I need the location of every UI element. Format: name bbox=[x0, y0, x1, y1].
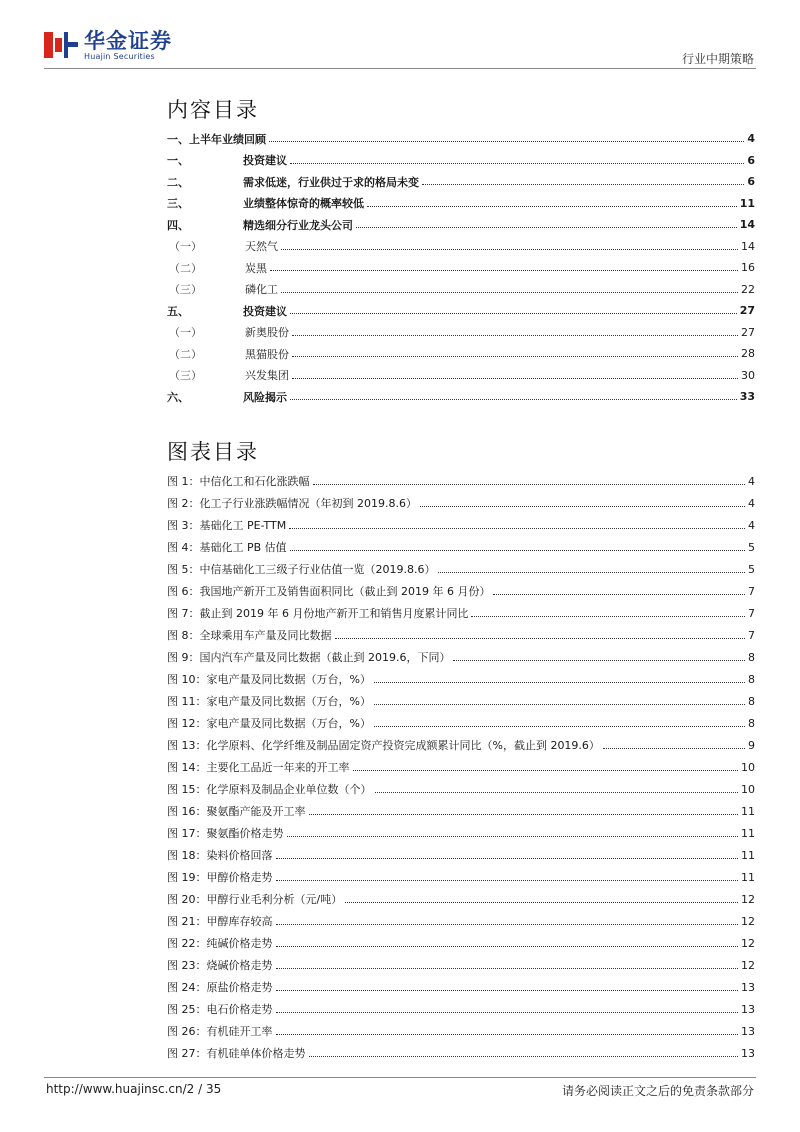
toc-entry-text: 业绩整体惊奇的概率较低 bbox=[243, 197, 364, 211]
figure-entry[interactable] bbox=[167, 800, 755, 822]
toc-entry-text: 需求低迷，行业供过于求的格局未变 bbox=[243, 175, 419, 189]
dot-leader bbox=[292, 378, 738, 379]
figure-entry[interactable] bbox=[167, 602, 755, 624]
figure-entry-text: 图 20：甲醇行业毛利分析（元/吨） bbox=[167, 893, 343, 906]
figure-entry-text: 图 9：国内汽车产量及同比数据（截止到 2019.6，下同） bbox=[167, 651, 451, 664]
toc-entry-number: 四、 bbox=[167, 218, 189, 232]
figure-entry-page: 12 bbox=[741, 892, 755, 906]
figure-entry-page: 13 bbox=[741, 1024, 755, 1038]
logo-english-name: Huajin Securities bbox=[84, 52, 155, 61]
figure-entry[interactable] bbox=[167, 668, 755, 690]
figure-entry-page: 8 bbox=[748, 672, 755, 686]
figure-entry-text: 图 7：截止到 2019 年 6 月份地产新开工和销售月度累计同比 bbox=[167, 607, 469, 620]
figure-entry-page: 12 bbox=[741, 958, 755, 972]
dot-leader bbox=[367, 206, 737, 207]
dot-leader bbox=[374, 704, 745, 705]
dot-leader bbox=[287, 836, 739, 837]
dot-leader bbox=[471, 616, 745, 617]
dot-leader bbox=[422, 184, 744, 185]
figure-entry-page: 7 bbox=[748, 606, 755, 620]
toc-entry[interactable] bbox=[167, 300, 755, 322]
dot-leader bbox=[290, 313, 737, 314]
toc-entry[interactable] bbox=[167, 365, 755, 387]
toc-list bbox=[167, 128, 755, 408]
toc-entry-number: （二） bbox=[169, 347, 202, 361]
figure-entry[interactable] bbox=[167, 910, 755, 932]
header-divider bbox=[44, 68, 756, 69]
figure-entry-text: 图 18：染料价格回落 bbox=[167, 849, 273, 862]
toc-entry-text: 一、上半年业绩回顾 bbox=[167, 132, 266, 146]
dot-leader bbox=[290, 163, 744, 164]
dot-leader bbox=[356, 227, 737, 228]
dot-leader bbox=[438, 572, 745, 573]
figure-entry[interactable] bbox=[167, 734, 755, 756]
figure-entry[interactable] bbox=[167, 822, 755, 844]
figure-entry-text: 图 15：化学原料及制品企业单位数（个） bbox=[167, 783, 372, 796]
toc-entry-page: 28 bbox=[741, 347, 755, 361]
dot-leader bbox=[420, 506, 745, 507]
figure-entry-text: 图 3：基础化工 PE-TTM bbox=[167, 519, 287, 532]
figure-entry-page: 12 bbox=[741, 936, 755, 950]
figures-title: 图表目录 bbox=[167, 440, 259, 464]
dot-leader bbox=[292, 356, 738, 357]
toc-entry[interactable] bbox=[167, 279, 755, 301]
figure-entry[interactable] bbox=[167, 492, 755, 514]
report-type: 行业中期策略 bbox=[681, 52, 754, 66]
dot-leader bbox=[276, 946, 739, 947]
figure-entry-page: 8 bbox=[748, 694, 755, 708]
figure-entry-page: 4 bbox=[748, 474, 755, 488]
dot-leader bbox=[270, 270, 738, 271]
dot-leader bbox=[453, 660, 745, 661]
footer-divider bbox=[44, 1077, 756, 1078]
toc-entry[interactable] bbox=[167, 150, 755, 172]
figure-entry-text: 图 25：电石价格走势 bbox=[167, 1003, 273, 1016]
dot-leader bbox=[603, 748, 745, 749]
toc-entry[interactable] bbox=[167, 343, 755, 365]
dot-leader bbox=[276, 968, 739, 969]
dot-leader bbox=[375, 792, 739, 793]
toc-entry-text: 兴发集团 bbox=[245, 369, 289, 383]
toc-entry-text: 黑猫股份 bbox=[245, 347, 289, 361]
toc-entry[interactable] bbox=[167, 322, 755, 344]
figure-entry[interactable] bbox=[167, 558, 755, 580]
toc-entry-number: 五、 bbox=[167, 304, 189, 318]
toc-entry-page: 33 bbox=[739, 390, 755, 404]
figure-entry-page: 5 bbox=[748, 562, 755, 576]
toc-entry-text: 精选细分行业龙头公司 bbox=[243, 218, 353, 232]
dot-leader bbox=[309, 814, 739, 815]
figure-entry-page: 11 bbox=[741, 848, 755, 862]
toc-entry[interactable] bbox=[167, 386, 755, 408]
figure-entry-page: 8 bbox=[748, 650, 755, 664]
figure-entry[interactable] bbox=[167, 998, 755, 1020]
figure-entry[interactable] bbox=[167, 1042, 755, 1064]
figure-entry-text: 图 6：我国地产新开工及销售面积同比（截止到 2019 年 6 月份） bbox=[167, 585, 491, 598]
toc-entry-number: （三） bbox=[169, 369, 202, 383]
figure-entry-page: 10 bbox=[741, 782, 755, 796]
figure-entry[interactable] bbox=[167, 778, 755, 800]
figure-entry-page: 12 bbox=[741, 914, 755, 928]
dot-leader bbox=[276, 990, 739, 991]
figure-entry[interactable] bbox=[167, 756, 755, 778]
toc-entry[interactable] bbox=[167, 257, 755, 279]
figure-entry-text: 图 21：甲醇库存较高 bbox=[167, 915, 273, 928]
dot-leader bbox=[292, 335, 738, 336]
figure-entry[interactable] bbox=[167, 932, 755, 954]
dot-leader bbox=[281, 249, 738, 250]
dot-leader bbox=[493, 594, 745, 595]
toc-entry-number: （一） bbox=[169, 326, 202, 340]
figure-entry-page: 7 bbox=[748, 584, 755, 598]
figure-entry[interactable] bbox=[167, 646, 755, 668]
huajin-logo bbox=[44, 30, 172, 62]
toc-entry-page: 6 bbox=[747, 175, 755, 189]
toc-entry-page: 4 bbox=[747, 132, 755, 146]
figure-entry[interactable] bbox=[167, 976, 755, 998]
toc-entry-number: 三、 bbox=[167, 197, 189, 211]
figure-entry[interactable] bbox=[167, 954, 755, 976]
figure-entry-page: 13 bbox=[741, 1046, 755, 1060]
toc-entry-page: 27 bbox=[739, 304, 755, 318]
dot-leader bbox=[309, 1056, 739, 1057]
figure-entry-text: 图 14：主要化工品近一年来的开工率 bbox=[167, 761, 350, 774]
toc-entry-number: （二） bbox=[169, 261, 202, 275]
figure-entry-page: 4 bbox=[748, 518, 755, 532]
logo-chinese-name: 华金证券 bbox=[84, 29, 172, 53]
figure-entry-page: 13 bbox=[741, 980, 755, 994]
toc-title: 内容目录 bbox=[167, 98, 259, 122]
figure-entry-page: 7 bbox=[748, 628, 755, 642]
toc-entry-page: 6 bbox=[747, 153, 755, 167]
dot-leader bbox=[276, 924, 739, 925]
dot-leader bbox=[276, 880, 739, 881]
footer-disclaimer: 请务必阅读正文之后的免责条款部分 bbox=[561, 1084, 754, 1098]
figure-entry-text: 图 27：有机硅单体价格走势 bbox=[167, 1047, 306, 1060]
dot-leader bbox=[289, 528, 745, 529]
figure-entry[interactable] bbox=[167, 690, 755, 712]
footer-url-page[interactable]: http://www.huajinsc.cn/2 / 35 bbox=[46, 1082, 222, 1096]
figure-entry[interactable] bbox=[167, 888, 755, 910]
page-header bbox=[0, 0, 800, 70]
dot-leader bbox=[335, 638, 746, 639]
toc-entry[interactable] bbox=[167, 128, 755, 150]
figure-entry-text: 图 24：原盐价格走势 bbox=[167, 981, 273, 994]
dot-leader bbox=[374, 682, 745, 683]
dot-leader bbox=[281, 292, 738, 293]
figure-entry-text: 图 11：家电产量及同比数据（万台，%） bbox=[167, 695, 371, 708]
toc-entry-page: 11 bbox=[739, 196, 755, 210]
dot-leader bbox=[290, 399, 737, 400]
figure-entry-text: 图 22：纯碱价格走势 bbox=[167, 937, 273, 950]
figure-entry-text: 图 19：甲醇价格走势 bbox=[167, 871, 273, 884]
toc-entry-text: 磷化工 bbox=[245, 283, 278, 297]
toc-entry-page: 14 bbox=[739, 218, 755, 232]
toc-entry-page: 22 bbox=[741, 282, 755, 296]
figure-entry-text: 图 5：中信基础化工三级子行业估值一览（2019.8.6） bbox=[167, 563, 436, 576]
figure-entry-page: 9 bbox=[748, 738, 755, 752]
figure-entry[interactable] bbox=[167, 514, 755, 536]
figure-entry[interactable] bbox=[167, 580, 755, 602]
dot-leader bbox=[276, 858, 739, 859]
toc-entry-number: （一） bbox=[169, 240, 202, 254]
figure-entry-page: 11 bbox=[741, 826, 755, 840]
figure-entry-text: 图 1：中信化工和石化涨跌幅 bbox=[167, 475, 310, 488]
figure-entry-text: 图 13：化学原料、化学纤维及制品固定资产投资完成额累计同比（%，截止到 2019.6） bbox=[167, 739, 600, 752]
figure-entry-text: 图 17：聚氨酯价格走势 bbox=[167, 827, 284, 840]
toc-entry-page: 27 bbox=[741, 325, 755, 339]
toc-entry-text: 炭黑 bbox=[245, 261, 267, 275]
figure-entry-text: 图 8：全球乘用车产量及同比数据 bbox=[167, 629, 332, 642]
toc-entry[interactable] bbox=[167, 236, 755, 258]
toc-entry[interactable] bbox=[167, 193, 755, 215]
figure-entry-text: 图 2：化工子行业涨跌幅情况（年初到 2019.8.6） bbox=[167, 497, 417, 510]
figure-entry-text: 图 26：有机硅开工率 bbox=[167, 1025, 273, 1038]
toc-entry-text: 风险揭示 bbox=[243, 390, 287, 404]
huajin-logo-icon bbox=[44, 30, 80, 60]
figure-entry-text: 图 16：聚氨酯产能及开工率 bbox=[167, 805, 306, 818]
figure-entry[interactable] bbox=[167, 1020, 755, 1042]
dot-leader bbox=[276, 1012, 739, 1013]
dot-leader bbox=[269, 141, 744, 142]
toc-entry-number: 一、 bbox=[167, 154, 189, 168]
figure-entry[interactable] bbox=[167, 536, 755, 558]
figure-entry[interactable] bbox=[167, 844, 755, 866]
figure-entry-page: 8 bbox=[748, 716, 755, 730]
toc-entry-number: 六、 bbox=[167, 390, 189, 404]
toc-entry-text: 新奥股份 bbox=[245, 326, 289, 340]
toc-entry-number: 二、 bbox=[167, 175, 189, 189]
toc-entry-text: 投资建议 bbox=[243, 304, 287, 318]
figure-entry-page: 10 bbox=[741, 760, 755, 774]
toc-entry-text: 投资建议 bbox=[243, 154, 287, 168]
dot-leader bbox=[276, 1034, 739, 1035]
dot-leader bbox=[353, 770, 739, 771]
toc-entry-page: 14 bbox=[741, 239, 755, 253]
toc-entry[interactable] bbox=[167, 171, 755, 193]
figure-entry[interactable] bbox=[167, 470, 755, 492]
toc-entry[interactable] bbox=[167, 214, 755, 236]
dot-leader bbox=[374, 726, 745, 727]
dot-leader bbox=[290, 550, 745, 551]
toc-entry-page: 16 bbox=[741, 261, 755, 275]
figure-entry-page: 4 bbox=[748, 496, 755, 510]
figures-list bbox=[167, 470, 755, 1064]
figure-entry-text: 图 4：基础化工 PB 估值 bbox=[167, 541, 287, 554]
dot-leader bbox=[313, 484, 746, 485]
figure-entry-page: 13 bbox=[741, 1002, 755, 1016]
toc-entry-page: 30 bbox=[741, 368, 755, 382]
figure-entry-text: 图 12：家电产量及同比数据（万台，%） bbox=[167, 717, 371, 730]
figure-entry-page: 11 bbox=[741, 870, 755, 884]
figure-entry-page: 11 bbox=[741, 804, 755, 818]
figure-entry[interactable] bbox=[167, 866, 755, 888]
figure-entry-page: 5 bbox=[748, 540, 755, 554]
dot-leader bbox=[345, 902, 738, 903]
toc-entry-number: （三） bbox=[169, 283, 202, 297]
figure-entry-text: 图 23：烧碱价格走势 bbox=[167, 959, 273, 972]
figure-entry-text: 图 10：家电产量及同比数据（万台，%） bbox=[167, 673, 371, 686]
toc-entry-text: 天然气 bbox=[245, 240, 278, 254]
figure-entry[interactable] bbox=[167, 624, 755, 646]
figure-entry[interactable] bbox=[167, 712, 755, 734]
